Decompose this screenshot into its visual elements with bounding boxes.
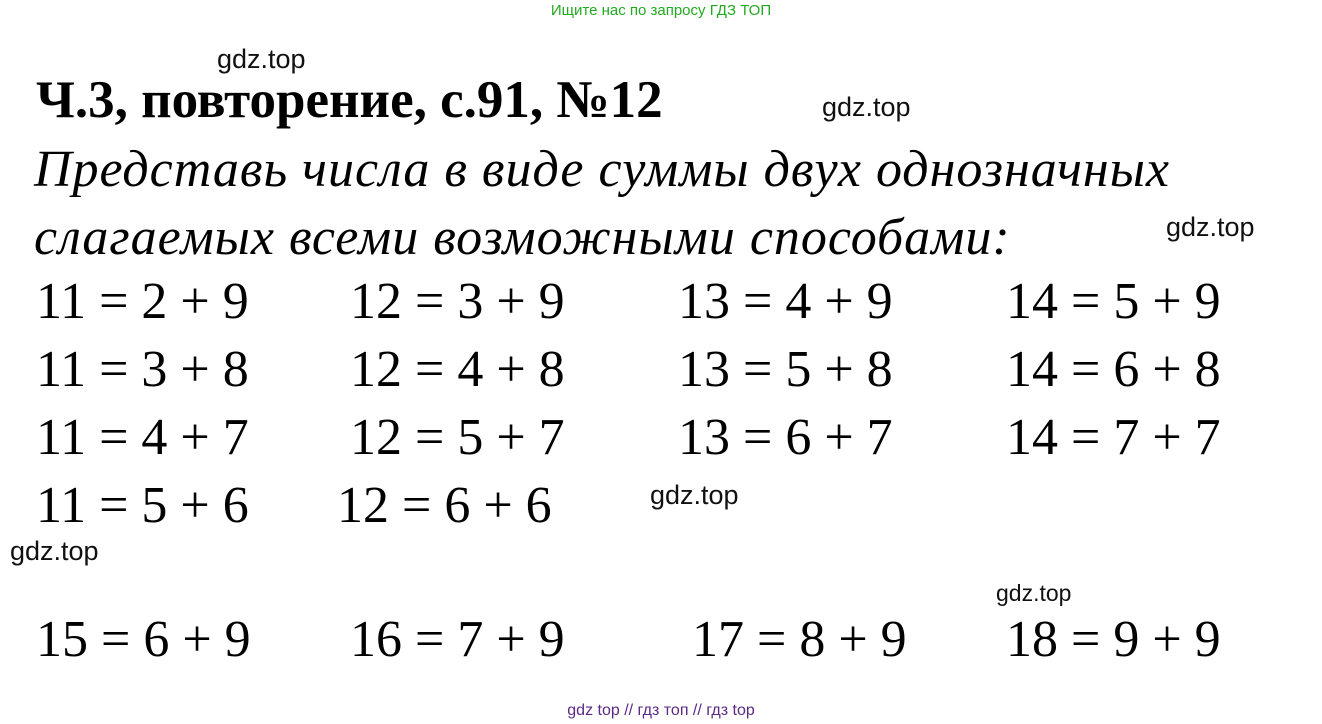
equation: 13 = 4 + 9 <box>678 273 893 330</box>
watermark: gdz.top <box>1166 212 1255 242</box>
equation: 14 = 7 + 7 <box>1006 409 1221 466</box>
equation: 11 = 5 + 6 <box>36 477 249 534</box>
search-hint-banner: Ищите нас по запросу ГДЗ ТОП <box>550 2 772 19</box>
equation: 11 = 2 + 9 <box>36 273 249 330</box>
equation: 14 = 5 + 9 <box>1006 273 1221 330</box>
equation: 13 = 6 + 7 <box>678 409 893 466</box>
watermark: gdz.top <box>10 536 99 566</box>
equation: 12 = 3 + 9 <box>350 273 565 330</box>
equation: 12 = 4 + 8 <box>350 341 565 398</box>
watermark: gdz.top <box>996 580 1072 606</box>
equation: 14 = 6 + 8 <box>1006 341 1221 398</box>
equation: 17 = 8 + 9 <box>692 611 907 668</box>
equation: 11 = 4 + 7 <box>36 409 249 466</box>
equation: 11 = 3 + 8 <box>36 341 249 398</box>
page-title: Ч.3, повторение, с.91, №12 <box>36 71 663 129</box>
equation: 18 = 9 + 9 <box>1006 611 1221 668</box>
equation: 16 = 7 + 9 <box>350 611 565 668</box>
watermark: gdz.top <box>217 44 306 74</box>
equation: 12 = 6 + 6 <box>337 477 552 534</box>
watermark: gdz.top <box>650 480 739 510</box>
equation: 15 = 6 + 9 <box>36 611 251 668</box>
instruction-line-2: слагаемых всеми возможными способами: <box>34 209 1011 266</box>
instruction-line-1: Представь числа в виде суммы двух однозначных <box>34 141 1170 198</box>
footer-watermark: gdz top // гдз топ // гдз top <box>567 702 755 719</box>
equation: 13 = 5 + 8 <box>678 341 893 398</box>
watermark: gdz.top <box>822 92 911 122</box>
equation: 12 = 5 + 7 <box>350 409 565 466</box>
